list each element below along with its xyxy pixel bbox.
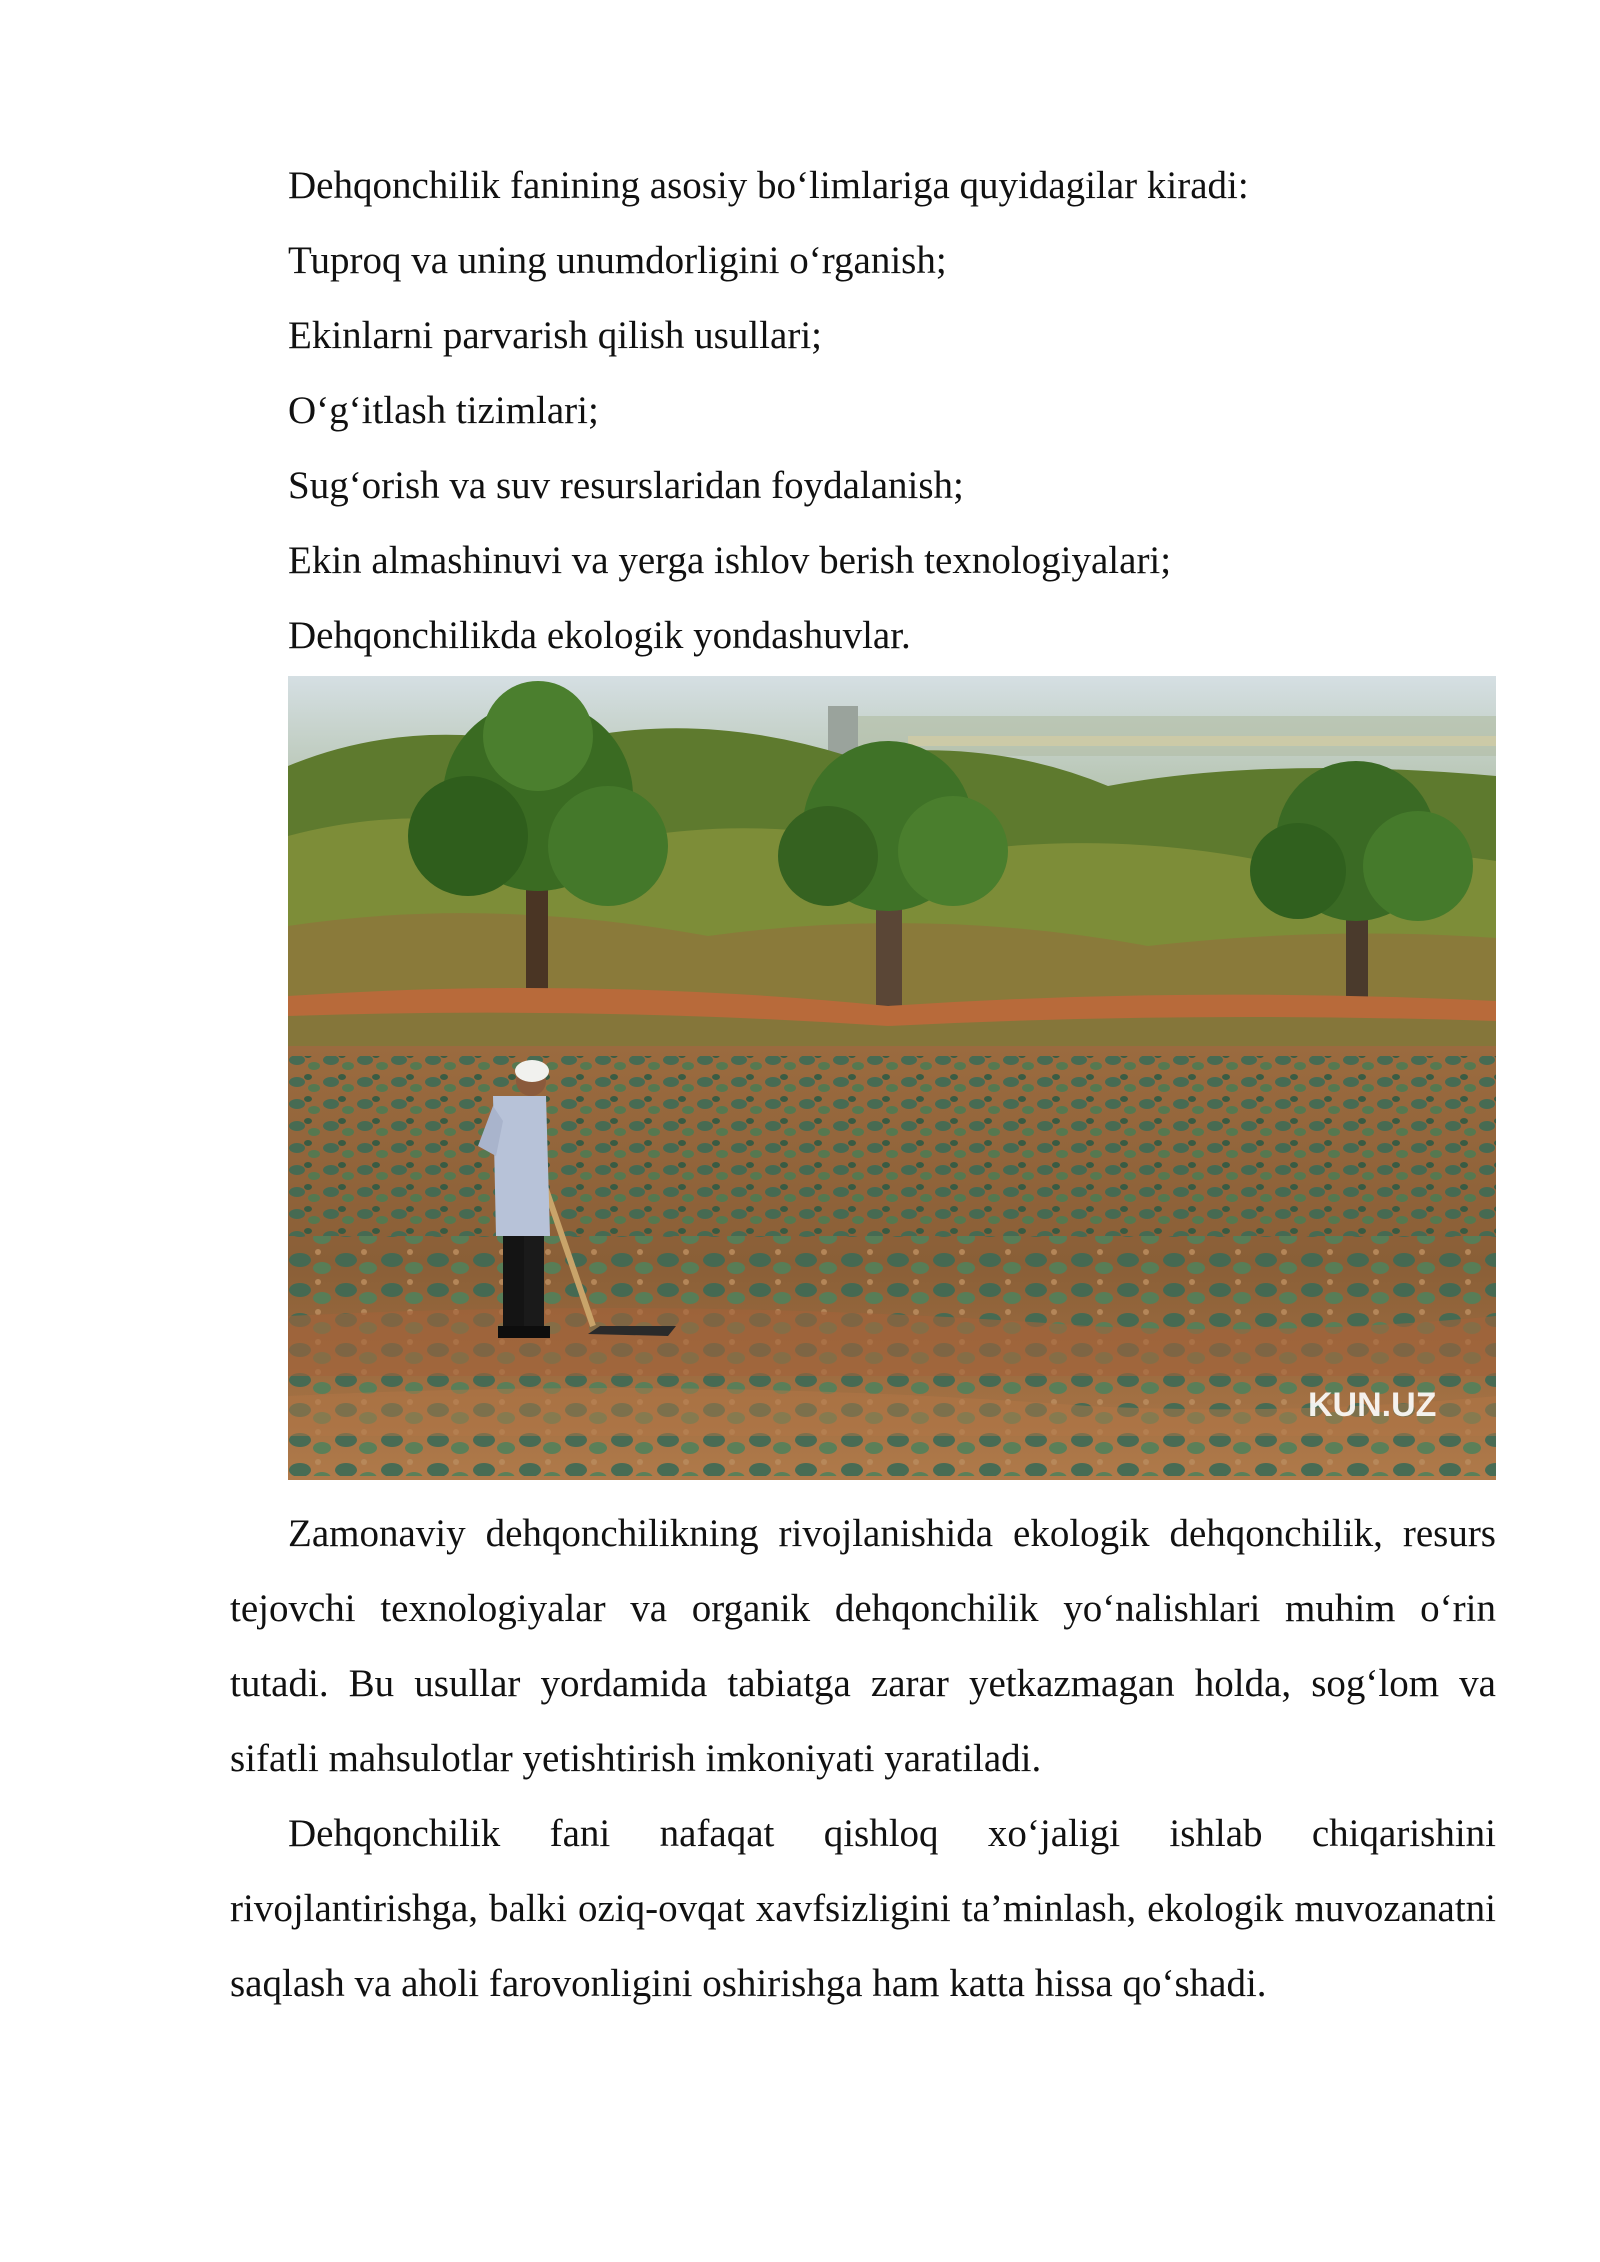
paragraph-2-text: Dehqonchilik fani nafaqat qishloq xo‘jaligi ishlab chiqarishini rivojlantirishga, balki oziq-ovqat xavfsizligini ta’minlash, ekologik muvozanatni saqlash va aholi farovonligini oshirishga ham katta hissa qo‘shadi. bbox=[230, 1812, 1496, 2005]
list-item: O‘g‘itlash tizimlari; bbox=[288, 389, 599, 432]
list-item: Dehqonchilikda ekologik yondashuvlar. bbox=[288, 614, 911, 657]
list-intro: Dehqonchilik fanining asosiy bo‘limlariga quyidagilar kiradi: bbox=[288, 164, 1249, 207]
sections-list bbox=[288, 148, 1488, 673]
paragraph-1 bbox=[230, 1496, 1496, 1796]
list-item: Sug‘orish va suv resurslaridan foydalanish; bbox=[288, 464, 964, 507]
watermark-logo bbox=[1308, 1386, 1436, 1424]
farmer-field-photo bbox=[288, 676, 1496, 1480]
list-item: Ekinlarni parvarish qilish usullari; bbox=[288, 314, 822, 357]
paragraph-1-text: Zamonaviy dehqonchilikning rivojlanishida ekologik dehqonchilik, resurs tejovchi texnologiyalar va organik dehqonchilik yo‘nalishlari muhim o‘rin tutadi. Bu usullar yordamida tabiatga zarar yetkazmagan holda, sog‘lom va sifatli mahsulotlar yetishtirish imkoniyati yaratiladi. bbox=[230, 1512, 1496, 1780]
list-item: Ekin almashinuvi va yerga ishlov berish texnologiyalari; bbox=[288, 539, 1172, 582]
photo-illustration bbox=[288, 676, 1496, 1480]
paragraph-2 bbox=[230, 1796, 1496, 2021]
list-item: Tuproq va uning unumdorligini o‘rganish; bbox=[288, 239, 947, 282]
svg-text:KUN.UZ: KUN.UZ bbox=[1308, 1386, 1437, 1424]
crop-rows-far bbox=[288, 1056, 1496, 1236]
